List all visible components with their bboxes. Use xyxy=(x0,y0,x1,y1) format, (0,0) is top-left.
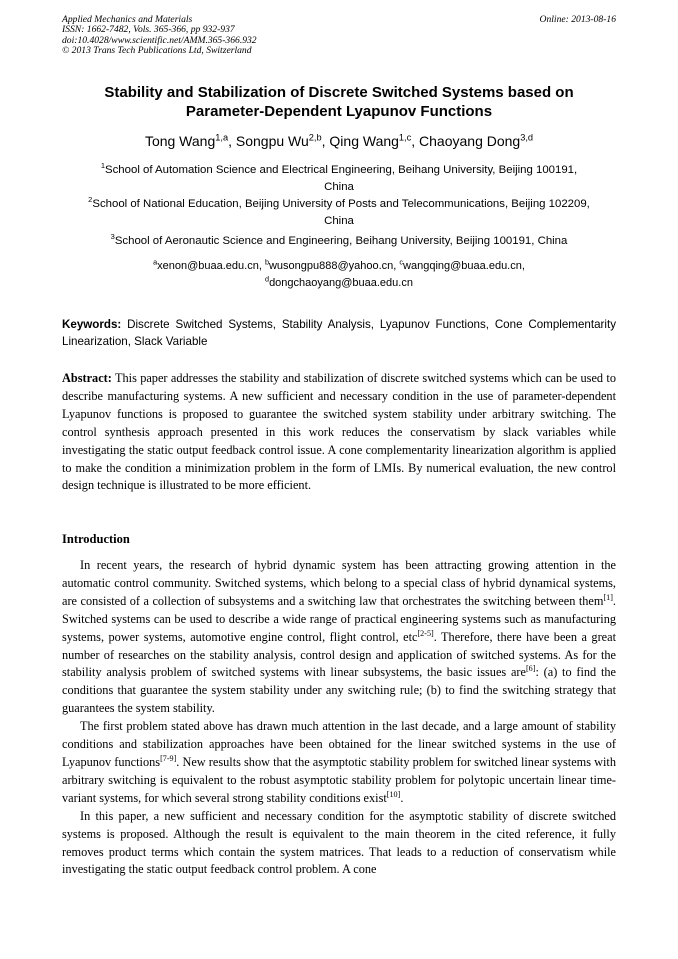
abstract-label: Abstract: xyxy=(62,371,112,385)
citation: [10] xyxy=(386,789,401,799)
affiliation-text: School of Automation Science and Electrical Engineering, Beihang University, Beijing 100191, xyxy=(105,164,578,176)
citation: [7-9] xyxy=(160,753,177,763)
paper-title xyxy=(62,83,616,121)
email-list: $^a$xenon@buaa.edu.cn, $^b$wusongpu888@yahoo.cn, $^c$wangqing@buaa.edu.cn, $^d$dongchaoyang@buaa.edu.cn xyxy=(153,257,525,289)
email-address[interactable]: wusongpu888@yahoo.cn, xyxy=(268,260,400,272)
author-name: Songpu Wu xyxy=(235,133,309,149)
running-header xyxy=(62,15,616,57)
author-name: Qing Wang xyxy=(329,133,399,149)
email-address[interactable]: wangqing@buaa.edu.cn, xyxy=(403,260,525,272)
author-affiliation-mark: 2,b xyxy=(308,132,322,143)
paragraph: In recent years, the research of hybrid dynamic system has been attracting growing attention in the automatic control community. Switched systems, which belong to a special class of hybrid dynamical systems, are consisted of a collection of subsystems and a switching law that orchestrates the switching between them[1]. Switched systems can be used to describe a wide range of practical engineering systems such as manufacturing systems, power systems, automotive engine control, flight control, etc[2-5]. Therefore, there have been a great number of researches on the stability analysis, control design and application of switched systems. As for the stability analysis problem of switched systems with linear subsystems, the basic issues are[6]: (a) to find the conditions that guarantee the system stability under any switching rule; (b) to find the switching strategy that guarantees the system stability. xyxy=(62,558,617,716)
issn-line: ISSN: 1662-7482, Vols. 365-366, pp 932-937 xyxy=(62,24,235,36)
introduction-body xyxy=(62,557,616,879)
affiliation-3 xyxy=(62,233,616,250)
citation: [1] xyxy=(603,592,613,602)
copyright-line: © 2013 Trans Tech Publications Ltd, Switzerland xyxy=(62,45,252,57)
author-separator: , xyxy=(321,133,330,149)
paragraph: The first problem stated above has drawn much attention in the last decade, and a large amount of stability conditions and stabilization approaches have been obtained for the linear switched systems in the use of Lyapunov functions[7-9]. New results show that the asymptotic stability problem for switched linear systems with arbitrary switching is equivalent to the robust asymptotic stability problem for polytopic uncertain linear time-variant systems, for which several strong stability conditions exist[10]. xyxy=(62,719,616,805)
affiliation-2 xyxy=(62,196,616,230)
title-line-1: Stability and Stabilization of Discrete Switched Systems based on xyxy=(104,84,574,101)
citation: [6] xyxy=(525,664,536,674)
affiliation-text: School of Aeronautic Science and Engineering, Beihang University, Beijing 100191, China xyxy=(114,235,568,247)
author-list xyxy=(62,132,616,150)
abstract-section xyxy=(62,370,616,495)
doi-line: doi:10.4028/www.scientific.net/AMM.365-366.932 xyxy=(62,34,257,46)
affiliation-mark: 3 xyxy=(110,232,115,242)
affiliation-mark: 1 xyxy=(100,161,106,171)
keywords-text: Discrete Switched Systems, Stability Analysis, Lyapunov Functions, Cone Complementarity Linearization, Slack Variable xyxy=(62,318,616,348)
author-separator: , xyxy=(411,133,420,149)
abstract-text: This paper addresses the stability and stabilization of discrete switched systems which can be used to describe manufacturing systems. A new sufficient and necessary condition in the use of parameter-dependent Lyapunov functions is proposed to guarantee the switched system stability under arbitrary switching. The control synthesis approach presented in this work reduces the conservatism by slack variables while investigating the static output feedback control issue. A cone complementarity linearization algorithm is applied to make the condition a minimization problem in the form of LMIs. By numerical evaluation, the new control design technique is illustrated to be more efficient. xyxy=(62,371,616,493)
author-separator: , xyxy=(228,133,236,149)
affiliation-text: School of National Education, Beijing University of Posts and Telecommunications, Beijing 102209, xyxy=(92,198,590,210)
author-name: Tong Wang xyxy=(144,133,216,149)
author-affiliation-mark: 1,a xyxy=(215,132,229,143)
email-address[interactable]: dongchaoyang@buaa.edu.cn xyxy=(269,277,413,289)
affiliation-text: China xyxy=(324,181,354,193)
title-line-2: Parameter-Dependent Lyapunov Functions xyxy=(185,103,493,120)
affiliation-text: China xyxy=(324,215,354,227)
email-address[interactable]: xenon@buaa.edu.cn, xyxy=(157,260,265,272)
affiliation-1 xyxy=(62,162,616,196)
keywords-section xyxy=(62,316,616,350)
affiliation-mark: 2 xyxy=(88,195,93,205)
citation: [2-5] xyxy=(417,628,434,638)
author-affiliation-mark: 3,d xyxy=(520,132,534,143)
online-date: Online: 2013-08-16 xyxy=(539,14,616,25)
keywords-label: Keywords: xyxy=(62,318,122,331)
paragraph: In this paper, a new sufficient and necessary condition for the asymptotic stability of discrete switched systems is proposed. Although the result is equivalent to the main theorem in the cited reference, it fully removes product terms which contain the system matrices. That leads to a reduction of conservatism while investigating the static output feedback control problem. A cone xyxy=(62,808,616,877)
journal-name: Applied Mechanics and Materials xyxy=(62,14,193,25)
author-name: Chaoyang Dong xyxy=(419,133,521,149)
author-affiliation-mark: 1,c xyxy=(398,132,412,143)
section-heading: Introduction xyxy=(62,532,130,546)
